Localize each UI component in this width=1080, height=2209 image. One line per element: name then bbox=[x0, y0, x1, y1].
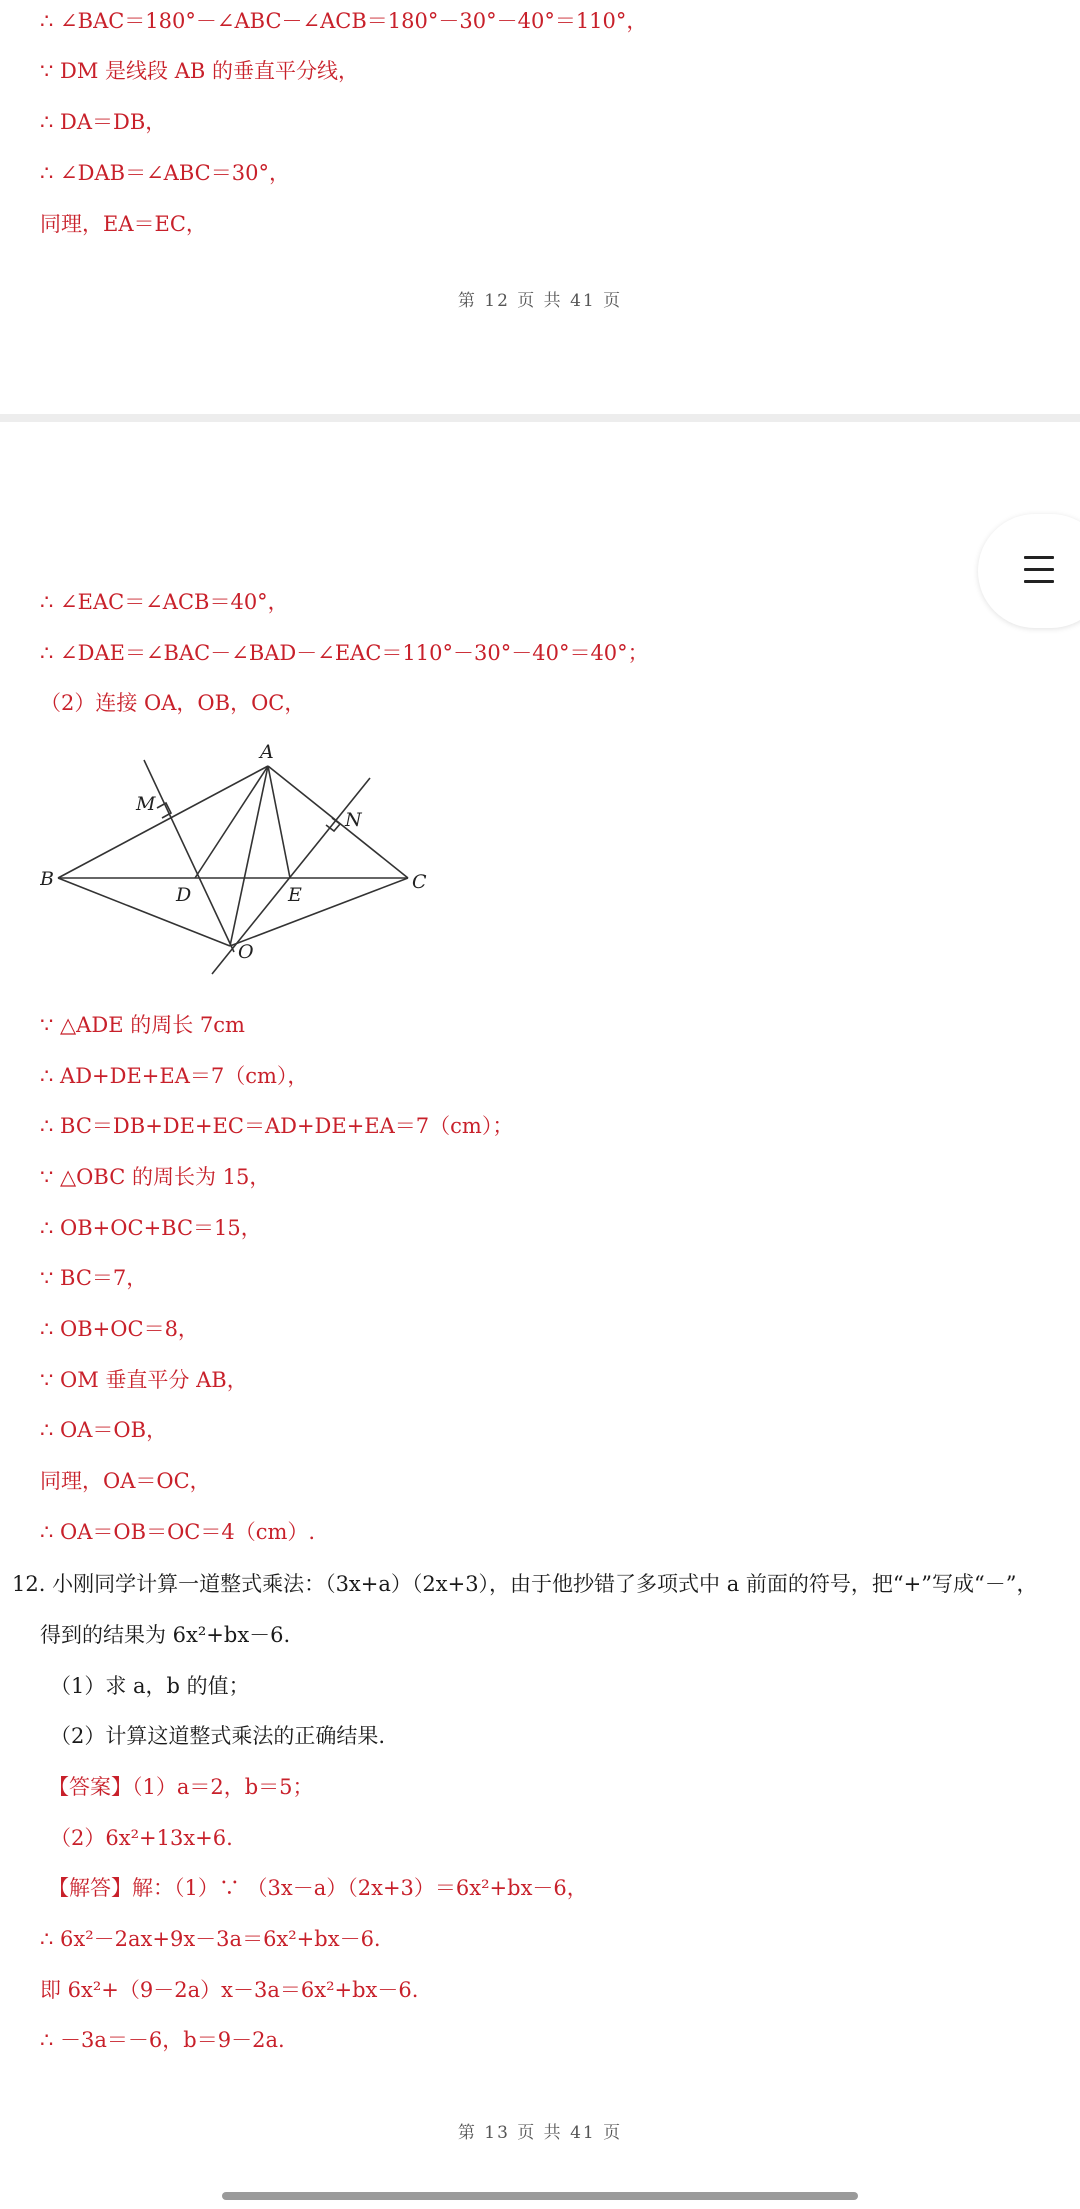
solution-line: ∴ ∠BAC＝180°－∠ABC－∠ACB＝180°－30°－40°＝110°， bbox=[40, 9, 648, 33]
segment-oc bbox=[230, 878, 408, 946]
answer-line: 即 6x²+（9－2a）x－3a＝6x²+bx－6. bbox=[40, 1978, 419, 2002]
label-b: B bbox=[40, 868, 54, 890]
solution-line: ∵ DM 是线段 AB 的垂直平分线， bbox=[40, 59, 359, 83]
segment-ad bbox=[195, 766, 268, 878]
answer-line: ∴ －3a＝－6，b＝9－2a. bbox=[40, 2028, 285, 2052]
home-indicator[interactable] bbox=[222, 2192, 858, 2200]
solution-line: ∴ OB+OC＝8， bbox=[40, 1317, 199, 1341]
label-a: A bbox=[260, 741, 274, 763]
question-text: 得到的结果为 6x²+bx－6. bbox=[40, 1623, 291, 1647]
solution-line: 同理，OA＝OC， bbox=[40, 1469, 211, 1493]
segment-ab bbox=[58, 766, 268, 878]
label-d: D bbox=[176, 884, 192, 906]
triangle-diagram bbox=[40, 738, 440, 978]
segment-oa bbox=[230, 766, 268, 946]
answer-line: ∴ 6x²－2ax+9x－3a＝6x²+bx－6. bbox=[40, 1927, 381, 1951]
solution-line: ∴ BC＝DB+DE+EC＝AD+DE+EA＝7（cm）； bbox=[40, 1114, 514, 1138]
page-separator bbox=[0, 414, 1080, 422]
page-footer: 第 12 页 共 41 页 bbox=[457, 291, 623, 311]
solution-line: ∴ ∠DAE＝∠BAC－∠BAD－∠EAC＝110°－30°－40°＝40°； bbox=[40, 641, 649, 665]
answer-line: 【解答】解：（1）∵ （3x－a）（2x+3）＝6x²+bx－6， bbox=[48, 1876, 588, 1900]
solution-line: ∴ OA＝OB， bbox=[40, 1418, 168, 1442]
answer-line: 【答案】（1）a＝2，b＝5； bbox=[48, 1775, 314, 1799]
solution-line: ∵ △OBC 的周长为 15， bbox=[40, 1165, 271, 1189]
solution-line: ∵ BC＝7， bbox=[40, 1266, 148, 1290]
label-c: C bbox=[412, 871, 427, 893]
solution-line: ∵ △ADE 的周长 7cm bbox=[40, 1013, 245, 1037]
solution-line: ∵ OM 垂直平分 AB， bbox=[40, 1368, 248, 1392]
question-text: 12. 小刚同学计算一道整式乘法：（3x+a）（2x+3），由于他抄错了多项式中 a 前面的符号，把“+”写成“－”， bbox=[12, 1572, 1038, 1596]
page-footer: 第 13 页 共 41 页 bbox=[457, 2123, 623, 2143]
answer-line: （2）6x²+13x+6. bbox=[50, 1826, 233, 1850]
solution-line: ∴ ∠DAB＝∠ABC＝30°， bbox=[40, 161, 290, 185]
right-angle-mark-m bbox=[157, 803, 171, 818]
solution-line: （2）连接 OA，OB，OC， bbox=[40, 691, 306, 715]
solution-line: ∴ AD+DE+EA＝7（cm）， bbox=[40, 1064, 309, 1088]
document-page-12 bbox=[0, 0, 1080, 414]
label-e: E bbox=[288, 884, 302, 906]
solution-line: 同理，EA＝EC， bbox=[40, 212, 207, 236]
solution-line: ∴ ∠EAC＝∠ACB＝40°， bbox=[40, 590, 289, 614]
segment-ae bbox=[268, 766, 290, 878]
question-part-2: （2）计算这道整式乘法的正确结果. bbox=[50, 1724, 386, 1748]
solution-line: ∴ DA＝DB， bbox=[40, 110, 167, 134]
geometry-figure bbox=[40, 738, 440, 978]
bisector-ne bbox=[212, 778, 370, 974]
label-n: N bbox=[345, 809, 362, 831]
label-m: M bbox=[136, 793, 156, 815]
hamburger-menu-icon bbox=[1024, 556, 1054, 584]
solution-line: ∴ OB+OC+BC＝15， bbox=[40, 1216, 262, 1240]
question-part-1: （1）求 a，b 的值； bbox=[50, 1674, 250, 1698]
solution-line: ∴ OA＝OB＝OC＝4（cm）. bbox=[40, 1520, 316, 1544]
bisector-md bbox=[144, 760, 234, 952]
label-o: O bbox=[238, 941, 254, 963]
menu-button[interactable] bbox=[978, 514, 1080, 628]
